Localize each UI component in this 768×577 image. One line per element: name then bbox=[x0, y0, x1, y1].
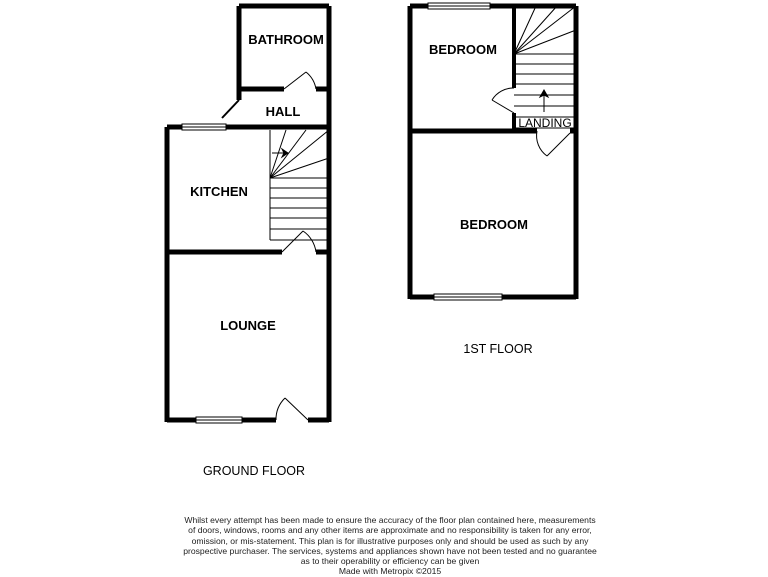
floor-label-first: 1ST FLOOR bbox=[463, 342, 533, 356]
front-door bbox=[276, 398, 308, 420]
lounge-window bbox=[196, 417, 242, 423]
first-staircase bbox=[514, 6, 576, 128]
disclaimer-line: omission, or mis-statement. This plan is for illustrative purposes only and should be used as such by any bbox=[191, 535, 589, 546]
large-bedroom-window bbox=[434, 294, 502, 300]
ground-outer-walls bbox=[167, 127, 329, 422]
bathroom-walls bbox=[239, 6, 329, 95]
disclaimer-line: Whilst every attempt has been made to ensure the accuracy of the floor plan contained here, measurements bbox=[184, 515, 596, 525]
disclaimer bbox=[150, 515, 630, 577]
floor-label-ground: GROUND FLOOR bbox=[202, 464, 306, 478]
metropix-credit: Made with Metropix ©2015 bbox=[338, 566, 442, 577]
disclaimer-line: as to their operability or efficiency can be given bbox=[300, 556, 480, 567]
first-stair-arrow bbox=[540, 90, 548, 112]
room-label-bedroom-large: BEDROOM bbox=[460, 217, 528, 232]
disclaimer-line: prospective purchaser. The services, systems and appliances shown have not been tested and no guarantee bbox=[183, 545, 597, 556]
room-label-hall: HALL bbox=[265, 104, 301, 119]
ground-staircase bbox=[270, 130, 329, 240]
room-label-bedroom-small: BEDROOM bbox=[429, 42, 497, 57]
kitchen-window bbox=[182, 124, 226, 130]
room-label-bathroom: BATHROOM bbox=[248, 32, 324, 47]
room-label-kitchen: KITCHEN bbox=[190, 184, 248, 199]
ground-floor-plan bbox=[167, 6, 329, 423]
small-bedroom-door bbox=[492, 88, 514, 113]
room-label-lounge: LOUNGE bbox=[220, 318, 276, 333]
large-bedroom-door bbox=[537, 131, 570, 156]
ground-stair-arrow bbox=[272, 149, 288, 157]
small-bedroom-window bbox=[428, 3, 490, 9]
kitchen-door bbox=[282, 231, 316, 252]
disclaimer-line: of doors, windows, rooms and any other items are approximate and no responsibility is taken for any error, bbox=[188, 525, 592, 536]
room-label-landing: LANDING bbox=[518, 116, 572, 130]
bathroom-door bbox=[284, 72, 316, 89]
